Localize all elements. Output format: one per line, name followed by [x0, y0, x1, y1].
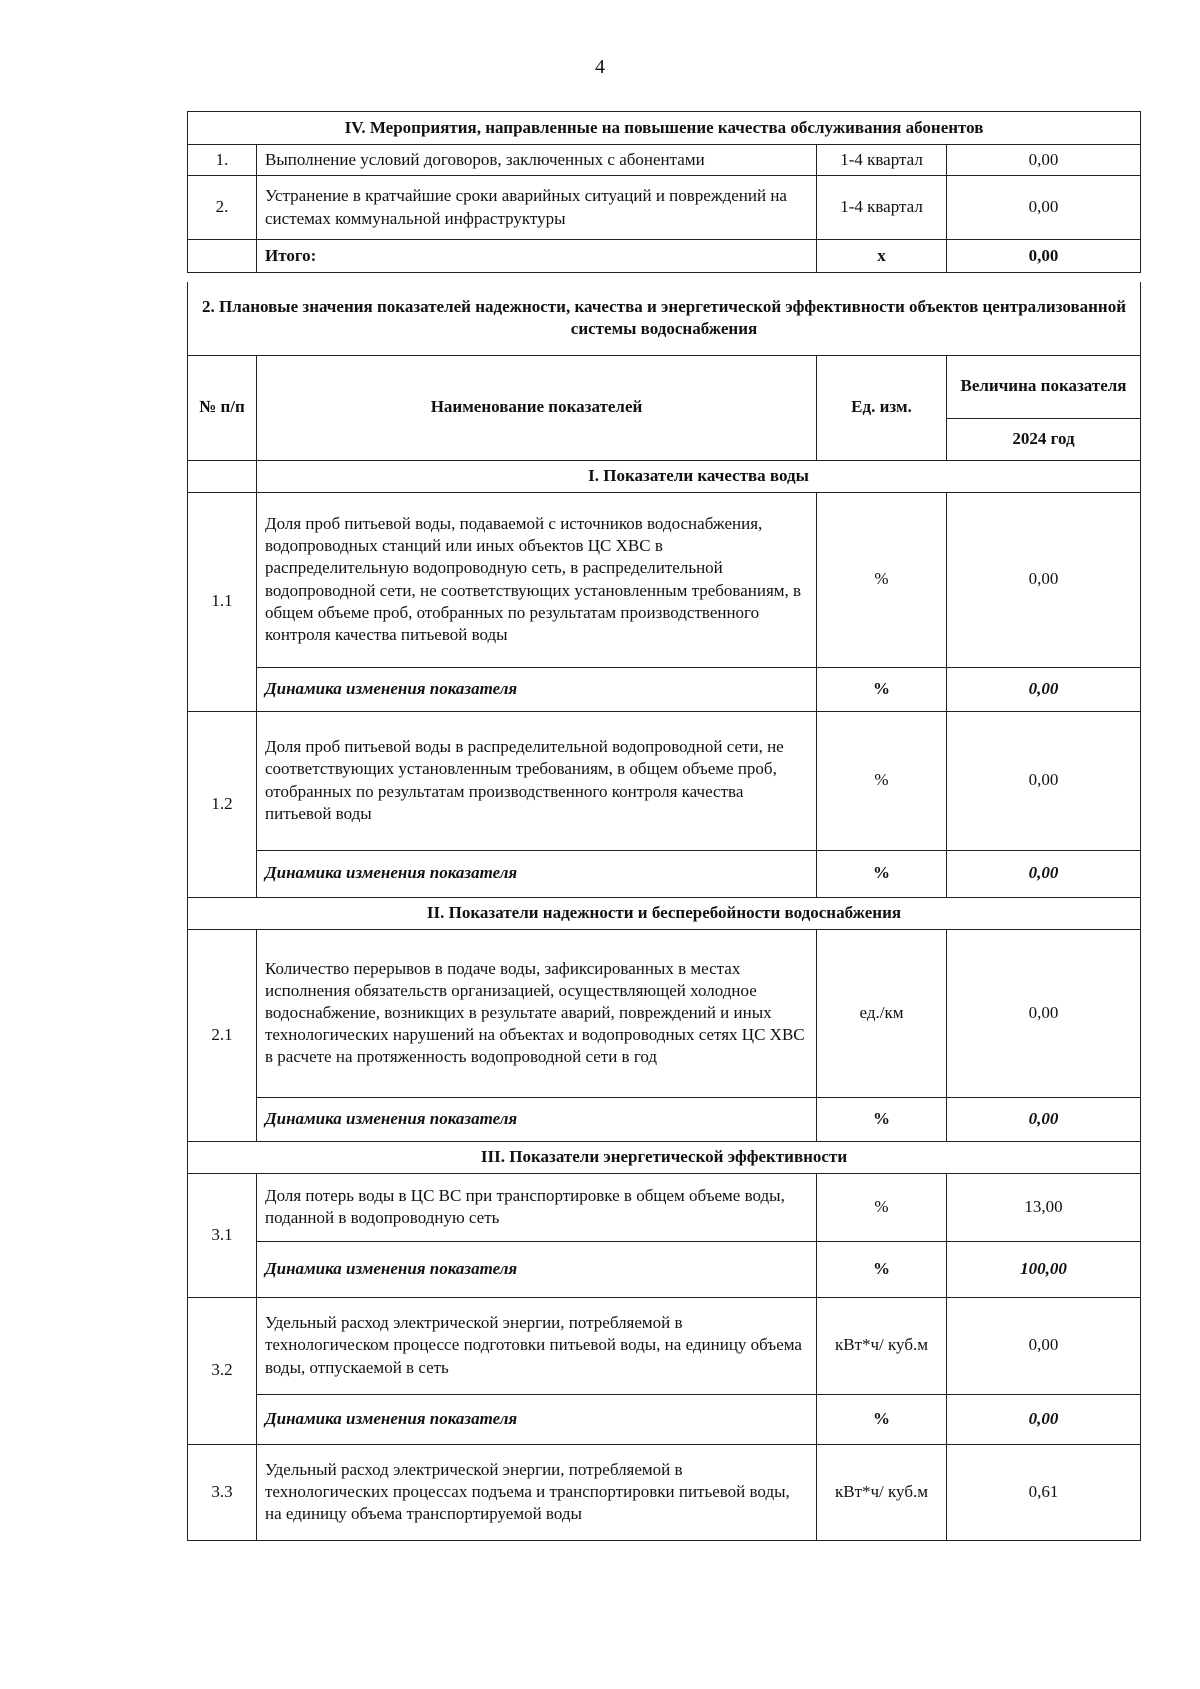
dynamics-unit: %: [817, 1394, 947, 1444]
indicator-name: Удельный расход электрической энергии, потребляемой в технологическом процессе подготовки питьевой воды, на единицу объема воды, отпускаемой в сеть: [257, 1297, 817, 1394]
row-number: 3.3: [188, 1444, 257, 1540]
dynamics-unit: %: [817, 850, 947, 897]
page-number: 4: [595, 56, 605, 78]
indicator-unit: кВт*ч/ куб.м: [817, 1297, 947, 1394]
dynamics-value: 0,00: [947, 667, 1141, 711]
event-period: 1-4 квартал: [817, 145, 947, 176]
dynamics-row: [188, 1241, 1141, 1297]
dynamics-label: Динамика изменения показателя: [257, 1241, 817, 1297]
dynamics-value: 0,00: [947, 1394, 1141, 1444]
row-number: 1.2: [188, 711, 257, 897]
dynamics-row: [188, 850, 1141, 897]
dynamics-unit: %: [817, 1241, 947, 1297]
indicator-name: Доля проб питьевой воды, подаваемой с источников водоснабжения, водопроводных станций или иных объектов ЦС ХВС в распределительную водопроводную сеть, в распределительной водопроводной сети, не соответствующих установленным требованиям, в общем объеме проб, отобранных по результатам производственного контроля качества питьевой воды: [257, 492, 817, 667]
indicator-name: Доля проб питьевой воды в распределительной водопроводной сети, не соответствующих установленным требованиям, в общем объеме проб, отобранных по результатам производственного контроля качества питьевой воды: [257, 711, 817, 850]
section-title: II. Показатели надежности и бесперебойности водоснабжения: [188, 897, 1141, 929]
indicator-name: Доля потерь воды в ЦС ВС при транспортировке в общем объеме воды, поданной в водопроводную сеть: [257, 1173, 817, 1241]
table-row: [188, 1444, 1141, 1540]
events-section-title: IV. Мероприятия, направленные на повышение качества обслуживания абонентов: [188, 112, 1141, 145]
indicator-unit: %: [817, 711, 947, 850]
dynamics-row: [188, 667, 1141, 711]
dynamics-value: 100,00: [947, 1241, 1141, 1297]
table-row: [188, 492, 1141, 667]
dynamics-value: 0,00: [947, 850, 1141, 897]
header-num: № п/п: [188, 355, 257, 460]
indicator-value: 0,00: [947, 929, 1141, 1097]
total-label: Итого:: [257, 240, 817, 273]
dynamics-unit: %: [817, 1097, 947, 1141]
event-value: 0,00: [947, 145, 1141, 176]
indicator-unit: %: [817, 1173, 947, 1241]
table-row: [188, 176, 1141, 240]
header-year: 2024 год: [947, 418, 1141, 460]
event-name: Устранение в кратчайшие сроки аварийных ситуаций и повреждений на системах коммунальной инфраструктуры: [257, 176, 817, 240]
indicator-unit: %: [817, 492, 947, 667]
indicator-value: 0,61: [947, 1444, 1141, 1540]
indicators-table: [187, 282, 1141, 1541]
indicator-name: Удельный расход электрической энергии, потребляемой в технологических процессах подъема и транспортировки питьевой воды, на единицу объема транспортируемой воды: [257, 1444, 817, 1540]
indicator-unit: кВт*ч/ куб.м: [817, 1444, 947, 1540]
table-row: [188, 1173, 1141, 1241]
total-period: х: [817, 240, 947, 273]
dynamics-unit: %: [817, 667, 947, 711]
header-unit: Ед. изм.: [817, 355, 947, 460]
header-value: Величина показателя: [947, 355, 1141, 418]
indicator-unit: ед./км: [817, 929, 947, 1097]
indicator-value: 0,00: [947, 1297, 1141, 1394]
row-number: 1.1: [188, 492, 257, 711]
event-name: Выполнение условий договоров, заключенных с абонентами: [257, 145, 817, 176]
empty-cell: [188, 240, 257, 273]
dynamics-label: Динамика изменения показателя: [257, 850, 817, 897]
events-table: [187, 111, 1141, 273]
table-row: [188, 145, 1141, 176]
row-number: 2.: [188, 176, 257, 240]
dynamics-row: [188, 1097, 1141, 1141]
row-number: 2.1: [188, 929, 257, 1141]
indicator-value: 0,00: [947, 492, 1141, 667]
row-number: 3.2: [188, 1297, 257, 1444]
dynamics-label: Динамика изменения показателя: [257, 1097, 817, 1141]
row-number: 1.: [188, 145, 257, 176]
header-name: Наименование показателей: [257, 355, 817, 460]
empty-cell: [188, 460, 257, 492]
table-row: [188, 929, 1141, 1097]
indicator-value: 0,00: [947, 711, 1141, 850]
indicator-name: Количество перерывов в подаче воды, зафиксированных в местах исполнения обязательств организацией, осуществляющей холодное водоснабжение, возникщих в результате аварий, повреждений и иных технологических нарушений на объектах и водопроводных сетях ЦС ХВС в расчете на протяженность водопроводной сети в год: [257, 929, 817, 1097]
section-title: I. Показатели качества воды: [257, 460, 1141, 492]
total-value: 0,00: [947, 240, 1141, 273]
dynamics-label: Динамика изменения показателя: [257, 667, 817, 711]
total-row: [188, 240, 1141, 273]
dynamics-value: 0,00: [947, 1097, 1141, 1141]
indicator-value: 13,00: [947, 1173, 1141, 1241]
dynamics-label: Динамика изменения показателя: [257, 1394, 817, 1444]
indicators-title: 2. Плановые значения показателей надежности, качества и энергетической эффективности объектов централизованной системы водоснабжения: [188, 282, 1141, 355]
table-row: [188, 1297, 1141, 1394]
event-period: 1-4 квартал: [817, 176, 947, 240]
row-number: 3.1: [188, 1173, 257, 1297]
table-row: [188, 711, 1141, 850]
event-value: 0,00: [947, 176, 1141, 240]
section-title: III. Показатели энергетической эффективности: [188, 1141, 1141, 1173]
dynamics-row: [188, 1394, 1141, 1444]
